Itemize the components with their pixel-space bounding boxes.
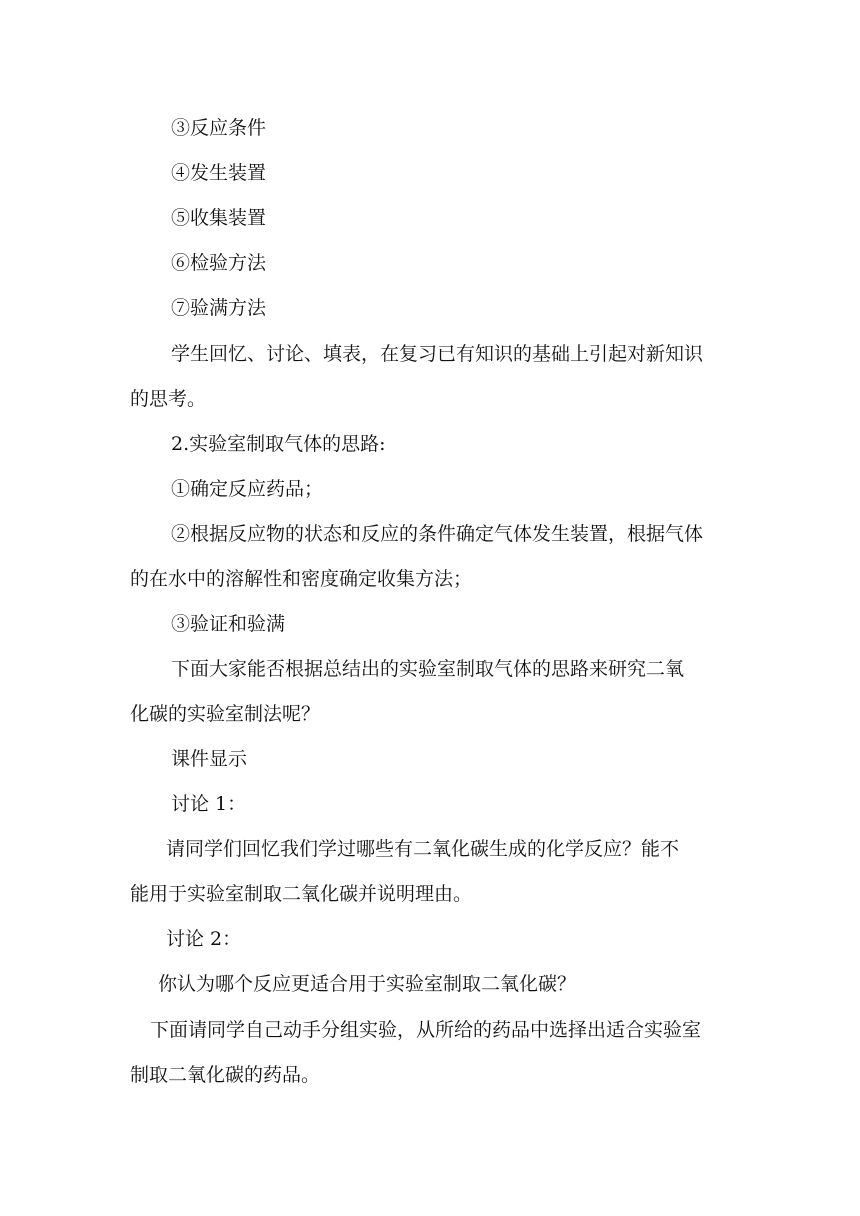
text-line: ③验证和验满 [171,613,286,635]
text-line: ④发生装置 [171,162,267,184]
text-line: 2.实验室制取气体的思路: [171,433,386,455]
text-line: ⑥检验方法 [171,252,267,274]
text-line: 你认为哪个反应更适合用于实验室制取二氧化碳？ [158,973,577,995]
text-line: ②根据反应物的状态和反应的条件确定气体发生装置，根据气体 [171,523,704,545]
text-line: 化碳的实验室制法呢？ [130,703,321,725]
text-line: 讨论 1： [171,793,247,815]
text-line: ③反应条件 [171,117,267,139]
text-line: 能用于实验室制取二氧化碳并说明理由。 [130,883,473,905]
text-line: 讨论 2： [166,928,242,950]
text-line: 学生回忆、讨论、填表，在复习已有知识的基础上引起对新知识 [171,343,704,365]
text-line: 的在水中的溶解性和密度确定收集方法； [130,568,473,590]
text-line: ⑦验满方法 [171,297,267,319]
text-line: ①确定反应药品； [171,478,324,500]
text-line: 下面大家能否根据总结出的实验室制取气体的思路来研究二氧 [171,658,685,680]
text-line: 请同学们回忆我们学过哪些有二氧化碳生成的化学反应？能不 [166,838,680,860]
text-line: 的思考。 [130,388,207,410]
text-line: 课件显示 [171,748,248,770]
text-line: 下面请同学自己动手分组实验，从所给的药品中选择出适合实验室 [150,1019,702,1041]
text-line: 制取二氧化碳的药品。 [130,1064,321,1086]
text-line: ⑤收集装置 [171,207,267,229]
